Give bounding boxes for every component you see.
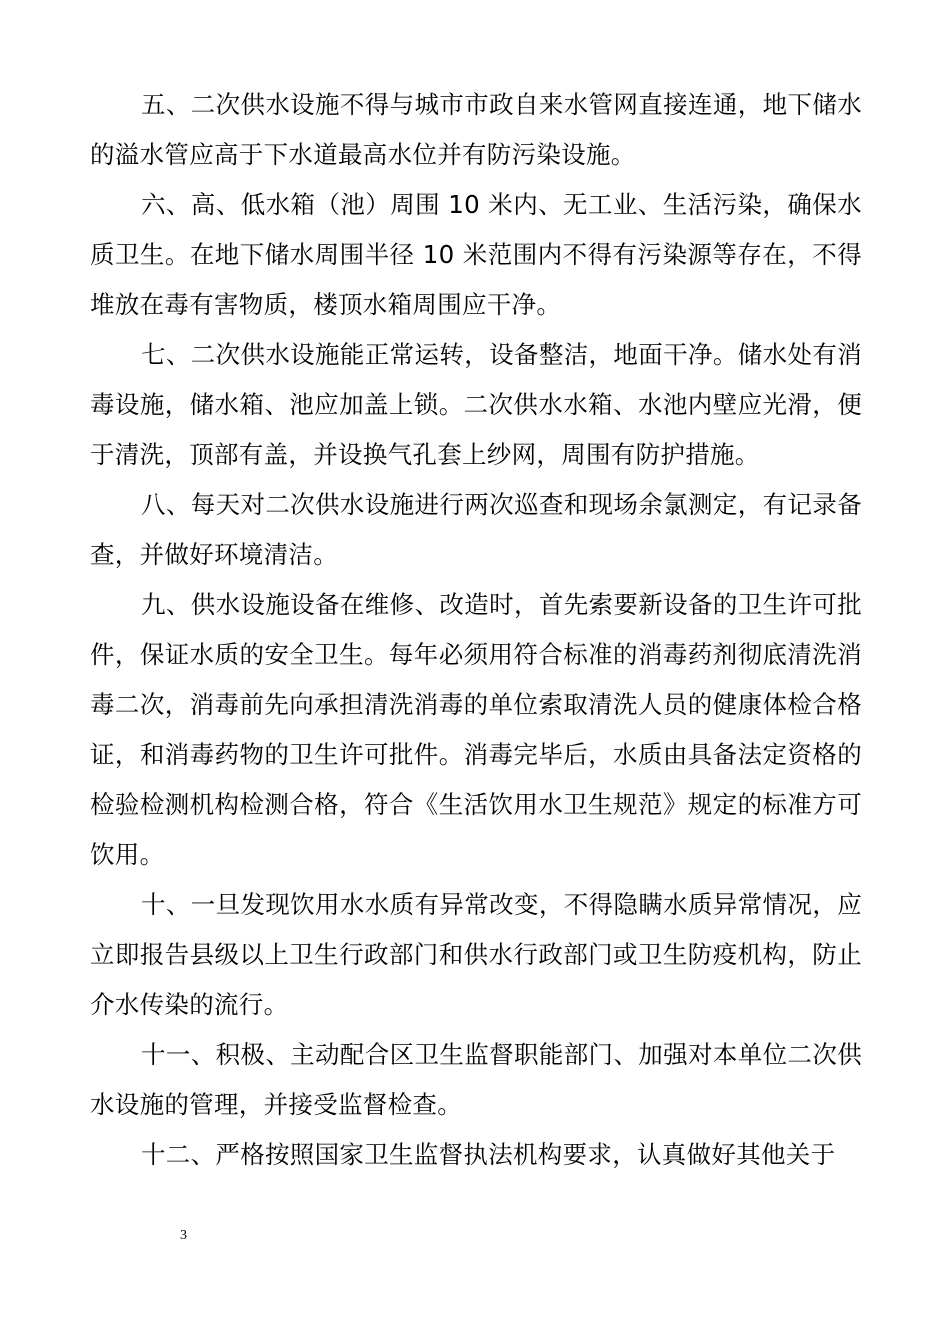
paragraph-10: 十、一旦发现饮用水水质有异常改变，不得隐瞒水质异常情况，应立即报告县级以上卫生行政部门和供水行政部门或卫生防疫机构，防止介水传染的流行。 bbox=[90, 890, 862, 1019]
paragraph-5: 五、二次供水设施不得与城市市政自来水管网直接连通，地下储水的溢水管应高于下水道最高水位并有防污染设施。 bbox=[90, 90, 862, 169]
page-number: 3 bbox=[180, 1228, 187, 1243]
document-body bbox=[90, 80, 862, 1180]
paragraph-11: 十一、积极、主动配合区卫生监督职能部门、加强对本单位二次供水设施的管理，并接受监督检查。 bbox=[90, 1040, 862, 1119]
paragraph-6: 六、高、低水箱（池）周围 10 米内、无工业、生活污染，确保水质卫生。在地下储水周围半径 10 米范围内不得有污染源等存在，不得堆放在毒有害物质，楼顶水箱周围应干净。 bbox=[90, 190, 862, 319]
paragraph-7: 七、二次供水设施能正常运转，设备整洁，地面干净。储水处有消毒设施，储水箱、池应加盖上锁。二次供水水箱、水池内壁应光滑，便于清洗，顶部有盖，并设换气孔套上纱网，周围有防护措施。 bbox=[90, 340, 862, 469]
paragraph-12: 十二、严格按照国家卫生监督执法机构要求，认真做好其他关于 bbox=[141, 1140, 836, 1169]
paragraph-8: 八、每天对二次供水设施进行两次巡查和现场余氯测定，有记录备查，并做好环境清洁。 bbox=[90, 490, 862, 569]
paragraph-9: 九、供水设施设备在维修、改造时，首先索要新设备的卫生许可批件，保证水质的安全卫生。每年必须用符合标准的消毒药剂彻底清洗消毒二次，消毒前先向承担清洗消毒的单位索取清洗人员的健康体检合格证，和消毒药物的卫生许可批件。消毒完毕后，水质由具备法定资格的检验检测机构检测合格，符合《生活饮用水卫生规范》规定的标准方可饮用。 bbox=[90, 590, 862, 869]
